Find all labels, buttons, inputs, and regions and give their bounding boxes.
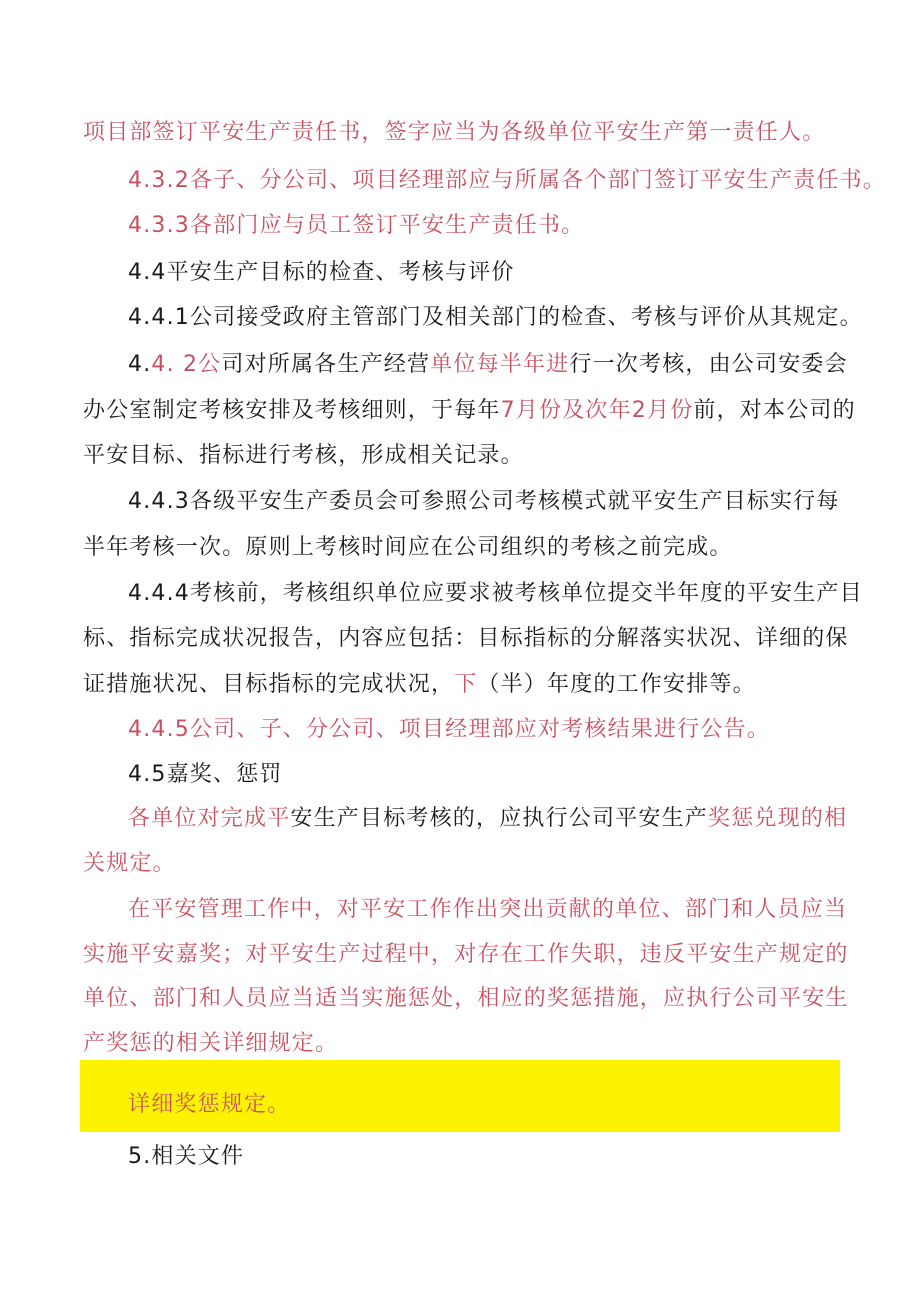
text-segment: 4.4.4考核前，考核组织单位应要求被考核单位提交半年度的平安生产目 [128,581,863,606]
text-segment: （半）年度的工作安排等。 [477,672,756,697]
text-segment: 4.3.2各子、分公司、项目经理部应与所属各个部门签订平安生产责任书。 [128,168,886,193]
paragraph-line-4-4-4 [128,579,863,609]
text-segment: 关规定。 [83,851,176,876]
text-segment: 4.5嘉奖、惩罚 [128,762,283,787]
text-segment: 实施平安嘉奖；对平安生产过程中，对存在工作失职，违反平安生产规定的 [83,942,849,967]
text-segment: 平安目标、指标进行考核，形成相关记录。 [83,443,524,468]
highlighted-block [80,1060,840,1132]
text-segment: 半年考核一次。原则上考核时间应在公司组织的考核之前完成。 [83,535,733,560]
text-segment: 4.4.1公司接受政府主管部门及相关部门的检查、考核与评价从其规定。 [128,305,863,330]
text-segment: 4.4平安生产目标的检查、考核与评价 [128,260,515,285]
text-segment: 单位每半年进 [430,352,570,377]
paragraph-line-4-4-4-cont-1 [83,624,849,654]
text-segment: 单位、部门和人员应当适当实施惩处，相应的奖惩措施，应执行公司平安生 [83,986,849,1011]
paragraph-line-4-4-4-cont-2 [83,670,843,700]
text-segment: 标、指标完成状况报告，内容应包括：目标指标的分解落实状况、详细的保 [83,626,849,651]
text-segment: 4.4.3各级平安生产委员会可参照公司考核模式就平安生产目标实行每 [128,489,840,514]
text-segment: 前，对本公司的 [693,398,856,423]
text-segment: 7月份及次年2月份 [500,398,694,423]
paragraph-line-4-4-2 [128,350,848,380]
paragraph-line-4-4-3 [128,487,843,517]
paragraph-line-1 [83,118,843,148]
paragraph-line-4-4-2-cont-1 [83,396,856,426]
text-segment: 司对所属各生产经营 [221,352,431,377]
text-segment: 证措施状况、目标指标的完成状况， [83,672,455,697]
paragraph-line-rewards-1 [128,804,848,834]
text-segment: 办公室制定考核安排及考核细则，于每年 [83,398,501,423]
text-segment: 项目部签订平安生产责任书，签字应当为各级单位平安生产第一责任人。 [83,120,826,145]
heading-4-5 [128,760,843,790]
paragraph-line-rewards-4 [83,940,849,970]
text-segment: 行一次考核，由公司安委会 [569,352,848,377]
text-segment: 奖惩兑现的相 [708,806,848,831]
text-segment: 4.3.3各部门应与员工签订平安生产责任书。 [128,213,585,238]
text-segment: 下 [454,672,478,697]
paragraph-line-4-4-3-cont [83,533,843,563]
paragraph-line-rewards-6 [83,1029,843,1059]
paragraph-line-4-4-5 [128,715,843,745]
text-segment: 4.4.5公司、子、分公司、项目经理部应对考核结果进行公告。 [128,717,770,742]
paragraph-line-4-4-1 [128,303,863,333]
text-segment: 产奖惩的相关详细规定。 [83,1031,339,1056]
paragraph-line-4-3-3 [128,211,843,241]
text-segment: 在平安管理工作中，对平安工作作出突出贡献的单位、部门和人员应当 [128,897,848,922]
paragraph-line-rewards-3 [128,895,848,925]
text-segment: 各单位对完成平 [128,806,291,831]
heading-4-4 [128,258,843,288]
paragraph-line-4-3-2 [128,166,886,196]
paragraph-line-rewards-2 [83,849,843,879]
text-segment: 4. 2公 [151,352,222,377]
text-segment: 4. [128,352,152,377]
paragraph-line-4-4-2-cont-2 [83,441,843,471]
paragraph-line-rewards-5 [83,984,849,1014]
text-segment: 安生产目标考核的，应执行公司平安生产 [290,806,709,831]
highlighted-text: 详细奖惩规定。 [128,1092,291,1117]
heading-section-5: 5.相关文件 [128,1144,245,1169]
